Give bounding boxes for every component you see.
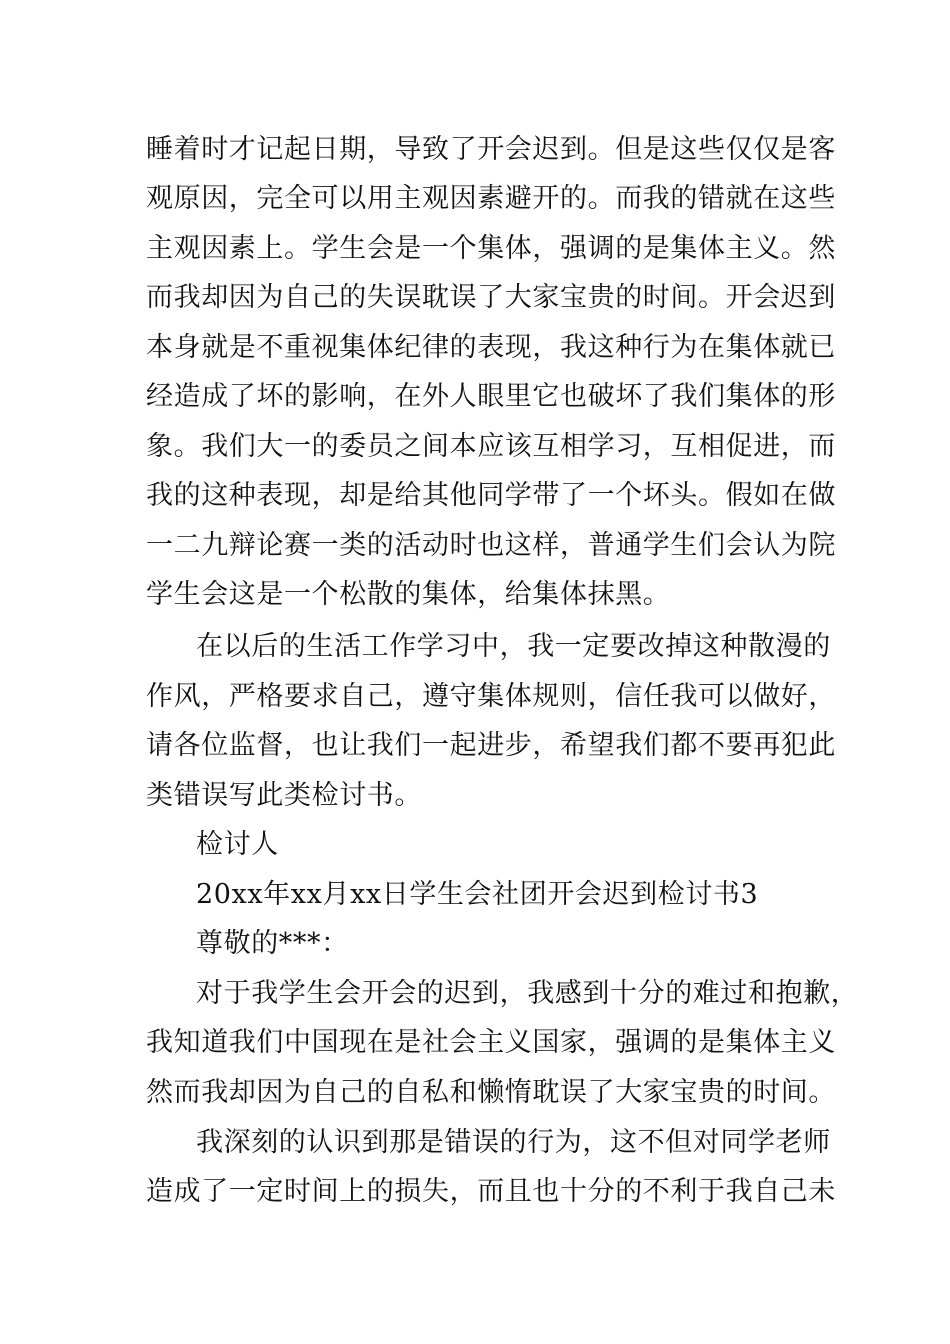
body-text-line: 作风，严格要求自己，遵守集体规则，信任我可以做好， bbox=[146, 681, 836, 712]
body-text-line: 象。我们大一的委员之间本应该互相学习，互相促进，而 bbox=[146, 431, 836, 462]
paragraph-first-line: 我深刻的认识到那是错误的行为，这不但对同学老师 bbox=[196, 1127, 831, 1158]
body-text-line: 睡着时才记起日期，导致了开会迟到。但是这些仅仅是客 bbox=[146, 134, 836, 165]
body-text-line: 经造成了坏的影响，在外人眼里它也破坏了我们集体的形 bbox=[146, 381, 836, 412]
section-heading: 20xx年xx月xx日学生会社团开会迟到检讨书3 bbox=[196, 879, 759, 910]
body-text-line: 然而我却因为自己的自私和懒惰耽误了大家宝贵的时间。 bbox=[146, 1077, 836, 1108]
paragraph-first-line: 对于我学生会开会的迟到，我感到十分的难过和抱歉， bbox=[196, 978, 859, 1009]
salutation: 尊敬的***： bbox=[196, 928, 349, 959]
body-text-line: 造成了一定时间上的损失，而且也十分的不利于我自己未 bbox=[146, 1176, 836, 1207]
body-text-line: 而我却因为自己的失误耽误了大家宝贵的时间。开会迟到 bbox=[146, 282, 836, 313]
body-text-line: 本身就是不重视集体纪律的表现，我这种行为在集体就已 bbox=[146, 332, 836, 363]
body-text-line: 观原因，完全可以用主观因素避开的。而我的错就在这些 bbox=[146, 183, 836, 214]
body-text-line: 类错误写此类检讨书。 bbox=[146, 780, 422, 811]
body-text-line: 学生会这是一个松散的集体，给集体抹黑。 bbox=[146, 579, 671, 610]
signature-label: 检讨人 bbox=[196, 829, 279, 860]
body-text-line: 一二九辩论赛一类的活动时也这样，普通学生们会认为院 bbox=[146, 530, 836, 561]
body-text-line: 请各位监督，也让我们一起进步，希望我们都不要再犯此 bbox=[146, 730, 836, 761]
body-text-line: 主观因素上。学生会是一个集体，强调的是集体主义。然 bbox=[146, 233, 836, 264]
body-text-line: 我知道我们中国现在是社会主义国家，强调的是集体主义 bbox=[146, 1027, 836, 1058]
paragraph-first-line: 在以后的生活工作学习中，我一定要改掉这种散漫的 bbox=[196, 631, 831, 662]
body-text-line: 我的这种表现，却是给其他同学带了一个坏头。假如在做 bbox=[146, 480, 836, 511]
